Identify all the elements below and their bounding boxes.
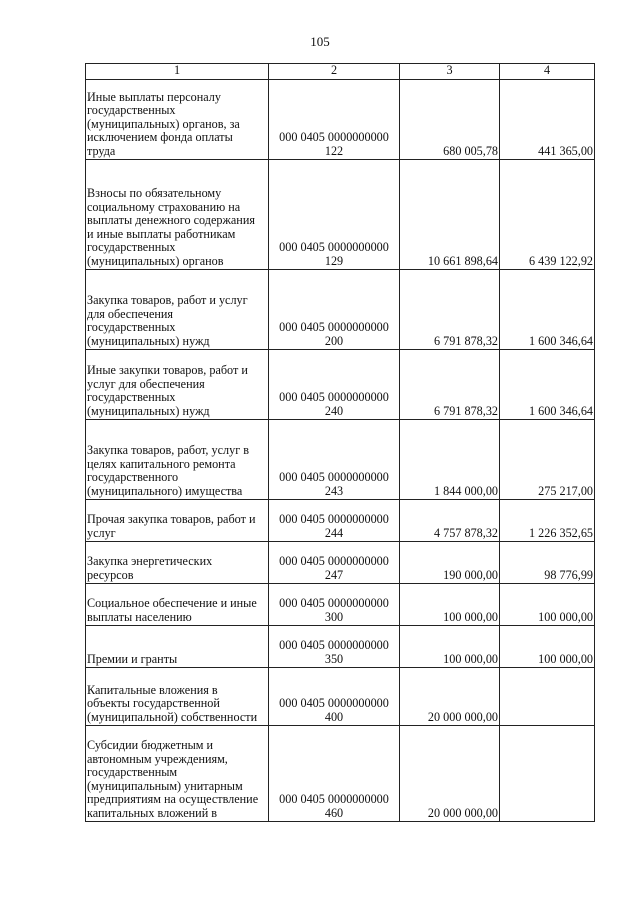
header-col-2: 2: [269, 64, 400, 80]
row-value-col3: 100 000,00: [400, 626, 500, 668]
row-code-line: 000 0405 0000000000: [279, 638, 389, 652]
row-name-line: объекты государственной: [87, 696, 220, 710]
row-code-line: 460: [324, 805, 344, 820]
row-value-col3: 680 005,78: [400, 80, 500, 160]
row-name: [86, 542, 269, 584]
row-code-line: 240: [324, 403, 344, 418]
row-value-col4: 441 365,00: [500, 80, 595, 160]
row-name-line: социальному страхованию на: [87, 199, 241, 214]
row-code-line: 350: [324, 651, 344, 666]
row-name-line: Иные закупки товаров, работ и: [87, 363, 248, 377]
row-name: [86, 626, 269, 668]
table-row: [86, 350, 595, 420]
row-name: [86, 350, 269, 420]
row-name-line: Закупка энергетических: [87, 554, 213, 568]
row-name-line: услуг: [87, 525, 116, 540]
row-value-col3: 6 791 878,32: [400, 270, 500, 350]
row-name-line: для обеспечения: [87, 306, 174, 321]
table-row: [86, 160, 595, 270]
row-code-line: 000 0405 0000000000: [279, 554, 389, 568]
row-value-col3: 4 757 878,32: [400, 500, 500, 542]
row-name-line: Взносы по обязательному: [87, 186, 222, 200]
row-name: [86, 160, 269, 270]
header-row: [86, 64, 595, 80]
row-name-line: услуг для обеспечения: [87, 376, 205, 391]
row-value-col4: 275 217,00: [500, 420, 595, 500]
row-code-line: 300: [324, 609, 344, 624]
row-name-line: государственных: [87, 320, 176, 334]
row-value-col3: 20 000 000,00: [400, 668, 500, 726]
table-row: [86, 270, 595, 350]
row-code-line: 000 0405 0000000000: [279, 240, 389, 254]
row-name-line: (муниципальным) унитарным: [87, 778, 243, 793]
row-name-line: государственных: [87, 103, 176, 117]
row-code-line: 000 0405 0000000000: [279, 696, 389, 710]
table-row: [86, 80, 595, 160]
table-row: [86, 726, 595, 822]
row-name-line: исключением фонда оплаты: [87, 130, 233, 144]
row-name-line: (муниципальных) органов, за: [87, 116, 240, 131]
row-value-col4: 1 600 346,64: [500, 350, 595, 420]
row-name: [86, 668, 269, 726]
row-name-line: капитальных вложений в: [87, 805, 218, 820]
row-code: [269, 542, 400, 584]
row-name-line: Иные выплаты персоналу: [87, 89, 221, 104]
row-name-line: Закупка товаров, работ и услуг: [87, 293, 248, 307]
row-value-col4: [500, 668, 595, 726]
row-value-col4: 6 439 122,92: [500, 160, 595, 270]
table-row: [86, 500, 595, 542]
row-code-line: 000 0405 0000000000: [279, 792, 389, 806]
row-code: [269, 500, 400, 542]
row-value-col4: 100 000,00: [500, 584, 595, 626]
row-value-col4: 98 776,99: [500, 542, 595, 584]
row-name-line: предприятиям на осуществление: [87, 792, 259, 806]
table-row: [86, 584, 595, 626]
table-row: [86, 542, 595, 584]
table-row: [86, 626, 595, 668]
row-code-line: 000 0405 0000000000: [279, 390, 389, 404]
row-name: [86, 270, 269, 350]
row-code-line: 247: [324, 567, 344, 582]
row-code-line: 129: [324, 253, 344, 268]
row-code-line: 400: [324, 709, 344, 724]
row-code-line: 200: [324, 333, 344, 348]
row-name-line: ресурсов: [87, 567, 134, 582]
row-value-col3: 20 000 000,00: [400, 726, 500, 822]
row-name-line: Капитальные вложения в: [87, 682, 218, 697]
row-name: [86, 726, 269, 822]
row-name-line: (муниципальных) органов: [87, 253, 224, 268]
row-value-col3: 1 844 000,00: [400, 420, 500, 500]
row-value-col3: 100 000,00: [400, 584, 500, 626]
row-value-col4: 100 000,00: [500, 626, 595, 668]
row-name-line: и иные выплаты работникам: [87, 226, 236, 241]
row-name-line: выплаты денежного содержания: [87, 213, 255, 227]
row-value-col3: 6 791 878,32: [400, 350, 500, 420]
row-code-line: 243: [324, 483, 344, 498]
table-row: [86, 420, 595, 500]
row-code: [269, 668, 400, 726]
row-name-line: Социальное обеспечение и иные: [87, 596, 257, 610]
row-code: [269, 350, 400, 420]
row-name: [86, 584, 269, 626]
row-value-col3: 10 661 898,64: [400, 160, 500, 270]
row-name-line: (муниципальных) нужд: [87, 403, 210, 418]
row-code: [269, 626, 400, 668]
row-name-line: (муниципальных) нужд: [87, 333, 210, 348]
table-row: [86, 668, 595, 726]
row-code-line: 000 0405 0000000000: [279, 512, 389, 526]
row-name-line: государственных: [87, 390, 176, 404]
row-name-line: государственных: [87, 240, 176, 254]
row-code-line: 000 0405 0000000000: [279, 130, 389, 144]
row-name-line: (муниципального) имущества: [87, 483, 243, 498]
row-code: [269, 584, 400, 626]
row-code-line: 000 0405 0000000000: [279, 596, 389, 610]
row-name-line: труда: [87, 143, 116, 158]
row-code-line: 244: [324, 525, 344, 540]
row-name-line: (муниципальной) собственности: [87, 709, 258, 724]
row-code: [269, 420, 400, 500]
row-name-line: государственным: [87, 765, 178, 779]
header-col-3: 3: [400, 64, 500, 80]
row-code: [269, 160, 400, 270]
row-value-col3: 190 000,00: [400, 542, 500, 584]
header-col-4: 4: [500, 64, 595, 80]
row-value-col4: [500, 726, 595, 822]
header-col-1: 1: [86, 64, 269, 80]
row-name: [86, 500, 269, 542]
budget-table: [85, 63, 595, 822]
row-name-line: Субсидии бюджетным и: [87, 738, 214, 752]
row-name: [86, 420, 269, 500]
row-code: [269, 80, 400, 160]
row-name: [86, 80, 269, 160]
row-name-line: Закупка товаров, работ, услуг в: [87, 443, 249, 457]
row-name-line: выплаты населению: [87, 609, 192, 624]
row-code: [269, 270, 400, 350]
row-value-col4: 1 226 352,65: [500, 500, 595, 542]
row-name-line: Прочая закупка товаров, работ и: [87, 512, 256, 526]
row-name-line: автономным учреждениям,: [87, 751, 228, 766]
page-number: 105: [310, 34, 330, 49]
row-code-line: 000 0405 0000000000: [279, 470, 389, 484]
row-name-line: Премии и гранты: [87, 651, 178, 666]
row-name-line: целях капитального ремонта: [87, 456, 236, 471]
row-code-line: 000 0405 0000000000: [279, 320, 389, 334]
row-name-line: государственного: [87, 470, 179, 484]
row-code-line: 122: [324, 143, 344, 158]
row-value-col4: 1 600 346,64: [500, 270, 595, 350]
row-code: [269, 726, 400, 822]
